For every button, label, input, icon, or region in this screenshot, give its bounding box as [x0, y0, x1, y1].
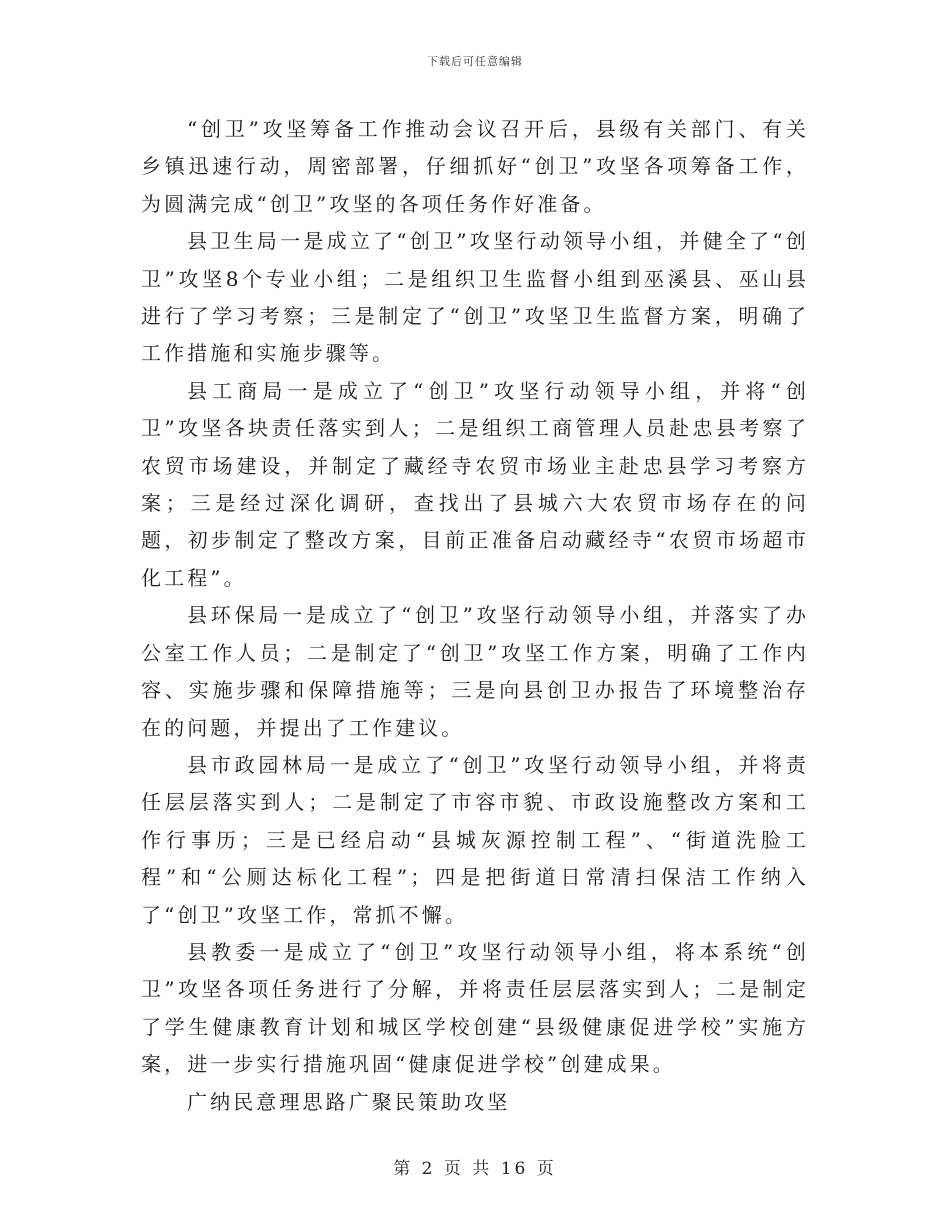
paragraph-health-bureau: 县卫生局一是成立了“创卫”攻坚行动领导小组，并健全了“创卫”攻坚8个专业小组；二是组织卫生监督小组到巫溪县、巫山县进行了学习考察；三是制定了“创卫”攻坚卫生监督方案，明确了工作措施和实施步骤等。 [141, 229, 809, 366]
paragraph-commerce-bureau: 县工商局一是成立了“创卫”攻坚行动领导小组，并将“创卫”攻坚各块责任落实到人；二是组织工商管理人员赴忠县考察了农贸市场建设，并制定了藏经寺农贸市场业主赴忠县学习考察方案；三是经过深化调研，查找出了县城六大农贸市场存在的问题，初步制定了整改方案，目前正准备启动藏经寺“农贸市场超市化工程”。 [141, 378, 809, 590]
paragraph-municipal-bureau: 县市政园林局一是成立了“创卫”攻坚行动领导小组，并将责任层层落实到人；二是制定了市容市貌、市政设施整改方案和工作行事历；三是已经启动“县城灰源控制工程”、“街道洗脸工程”和“公厕达标化工程”；四是把街道日常清扫保洁工作纳入了“创卫”攻坚工作，常抓不懈。 [141, 752, 809, 927]
section-heading: 广纳民意理思路广聚民策助攻坚 [187, 1089, 511, 1114]
page-number-footer: 第 2 页 共 16 页 [393, 1159, 557, 1179]
page-header-note: 下载后可任意编辑 [427, 55, 523, 68]
paragraph-environment-bureau: 县环保局一是成立了“创卫”攻坚行动领导小组，并落实了办公室工作人员；二是制定了“创卫”攻坚工作方案，明确了工作内容、实施步骤和保障措施等；三是向县创卫办报告了环境整治存在的问题，并提出了工作建议。 [141, 603, 809, 740]
document-body [141, 111, 809, 1121]
paragraph-intro: “创卫”攻坚筹备工作推动会议召开后，县级有关部门、有关乡镇迅速行动，周密部署，仔细抓好“创卫”攻坚各项筹备工作，为圆满完成“创卫”攻坚的各项任务作好准备。 [141, 117, 809, 216]
paragraph-education-committee: 县教委一是成立了“创卫”攻坚行动领导小组，将本系统“创卫”攻坚各项任务进行了分解，并将责任层层落实到人；二是制定了学生健康教育计划和城区学校创建“县级健康促进学校”实施方案，进一步实行措施巩固“健康促进学校”创建成果。 [141, 939, 809, 1077]
